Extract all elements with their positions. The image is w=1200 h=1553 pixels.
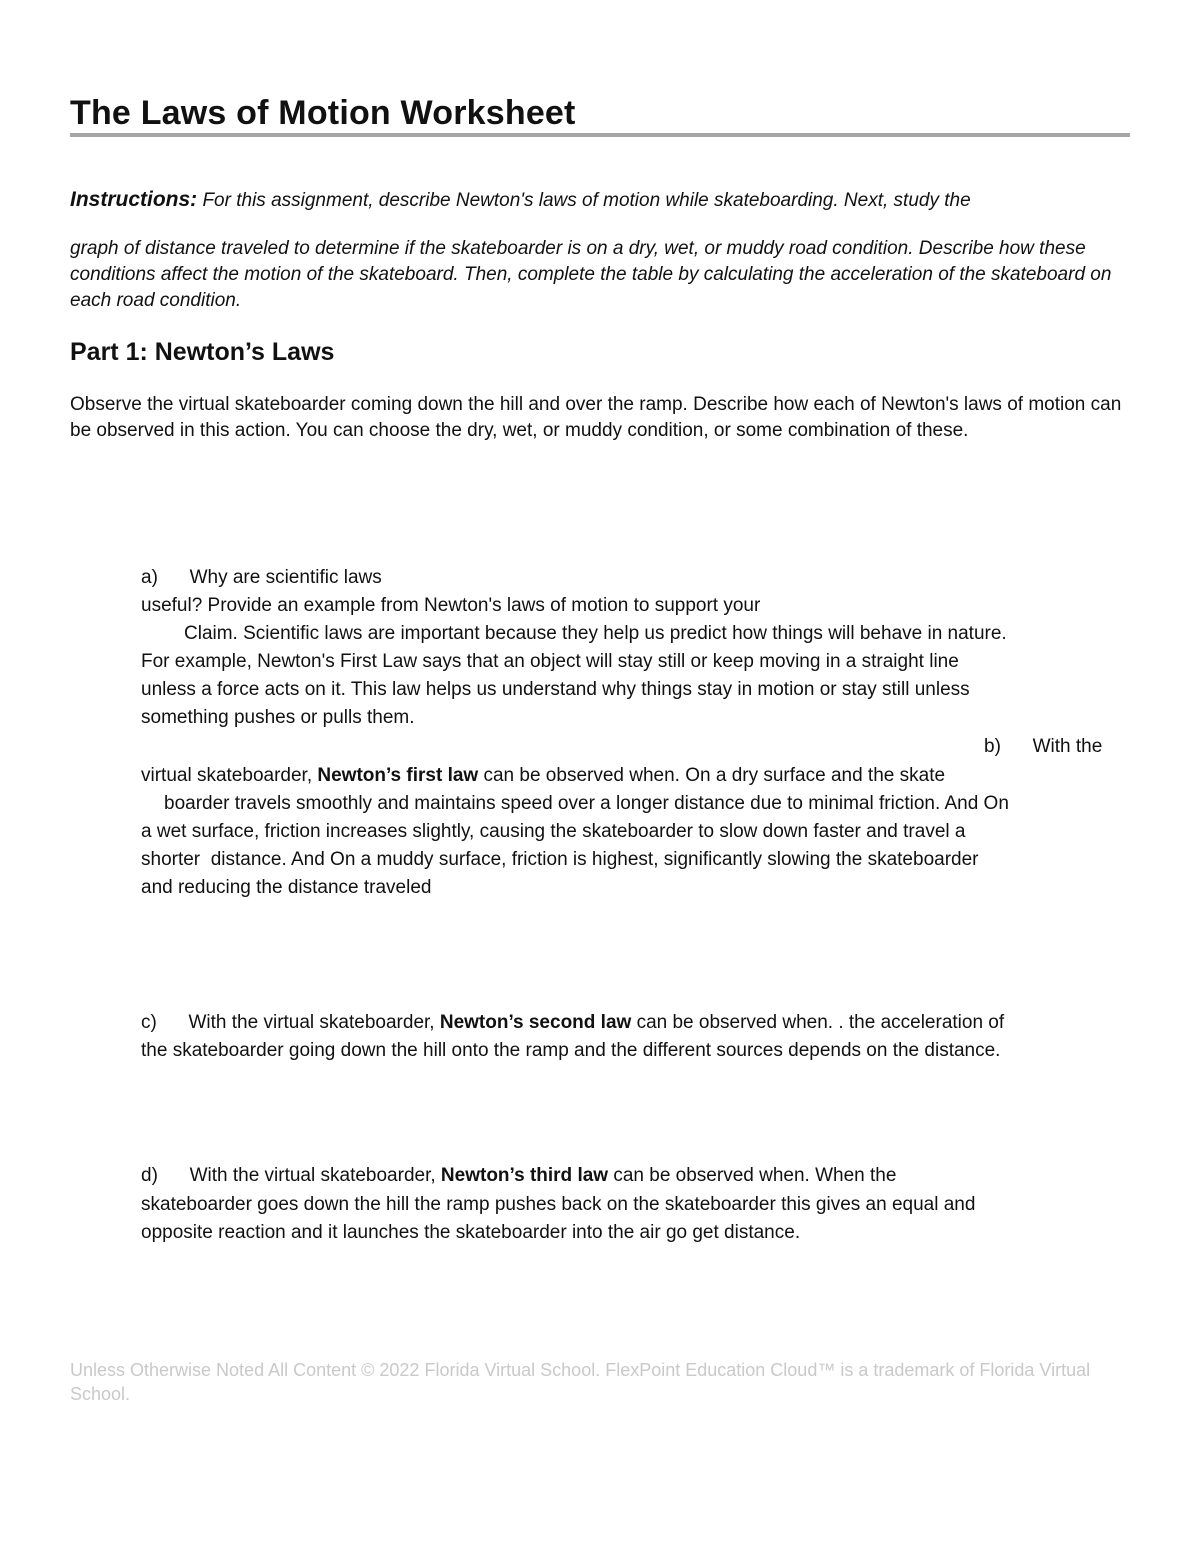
newtons-second-law-label: Newton’s second law (439, 1012, 632, 1033)
part-1-intro: Observe the virtual skateboarder coming down the hill and over the ramp. Describe how each of Newton's laws of motion can be observed in this action. You can choose the dry, wet, or muddy condition, or some combination of these. (70, 394, 1122, 441)
answer-b-line-2 (141, 762, 945, 790)
answer-d-text: can be observed when. When the (608, 1165, 897, 1186)
instructions-text-2: graph of distance traveled to determine if the skateboarder is on a dry, wet, or muddy road condition. Describe how these conditions affect the motion of the skateboard. Then, complete the table by calculating the acceleration of the skateboard on each road condition. (70, 238, 1112, 311)
answer-a-line-6: something pushes or pulls them. (141, 707, 415, 728)
answer-c-text: c) With the virtual skateboarder, (141, 1012, 440, 1033)
newtons-first-law-label: Newton’s first law (317, 765, 479, 786)
answer-a-line-3: Claim. Scientific laws are important because they help us predict how things will behave in nature. (184, 623, 1007, 644)
newtons-third-law-label: Newton’s third law (440, 1165, 609, 1186)
answer-d-line-1 (141, 1162, 896, 1190)
answer-c-line-1 (141, 1009, 1004, 1037)
answer-c-text: can be observed when. . the acceleration of (631, 1012, 1005, 1033)
answer-b-line-3: boarder travels smoothly and maintains speed over a longer distance due to minimal friction. And On (164, 793, 1009, 814)
title-divider (70, 133, 1130, 137)
answer-b-line-6: and reducing the distance traveled (141, 877, 432, 898)
instructions-label: Instructions: (70, 188, 198, 211)
instructions-text-1: For this assignment, describe Newton's laws of motion while skateboarding. Next, study the (202, 190, 971, 211)
answer-c-line-2: the skateboarder going down the hill onto the ramp and the different sources depends on the distance. (141, 1040, 1001, 1061)
answer-b-text: can be observed when. On a dry surface and the skate (478, 765, 946, 786)
copyright-footer: Unless Otherwise Noted All Content © 2022 Florida Virtual School. FlexPoint Education Cloud™ is a trademark of Florida Virtual School. (70, 1360, 1091, 1404)
answer-b-line-5: shorter distance. And On a muddy surface, friction is highest, significantly slowing the skateboarder (141, 849, 979, 870)
answer-a-line-1: a) Why are scientific laws (141, 567, 382, 588)
page-title: The Laws of Motion Worksheet (70, 94, 576, 132)
instructions-line-1 (70, 187, 1135, 214)
answer-d-text: d) With the virtual skateboarder, (141, 1165, 441, 1186)
answer-a-line-2: useful? Provide an example from Newton's laws of motion to support your (141, 595, 761, 616)
answer-b-line-1: b) With the (984, 736, 1103, 757)
answer-a-line-5: unless a force acts on it. This law helps us understand why things stay in motion or stay still unless (141, 679, 970, 700)
answer-d-line-2: skateboarder goes down the hill the ramp pushes back on the skateboarder this gives an equal and (141, 1194, 976, 1215)
answer-a-line-4: For example, Newton's First Law says that an object will stay still or keep moving in a straight line (141, 651, 959, 672)
answer-d-line-3: opposite reaction and it launches the skateboarder into the air go get distance. (141, 1222, 801, 1243)
part-1-heading: Part 1: Newton’s Laws (70, 338, 335, 366)
answer-b-text: virtual skateboarder, (141, 765, 318, 786)
answer-b-line-4: a wet surface, friction increases slightly, causing the skateboarder to slow down faster and travel a (141, 821, 966, 842)
